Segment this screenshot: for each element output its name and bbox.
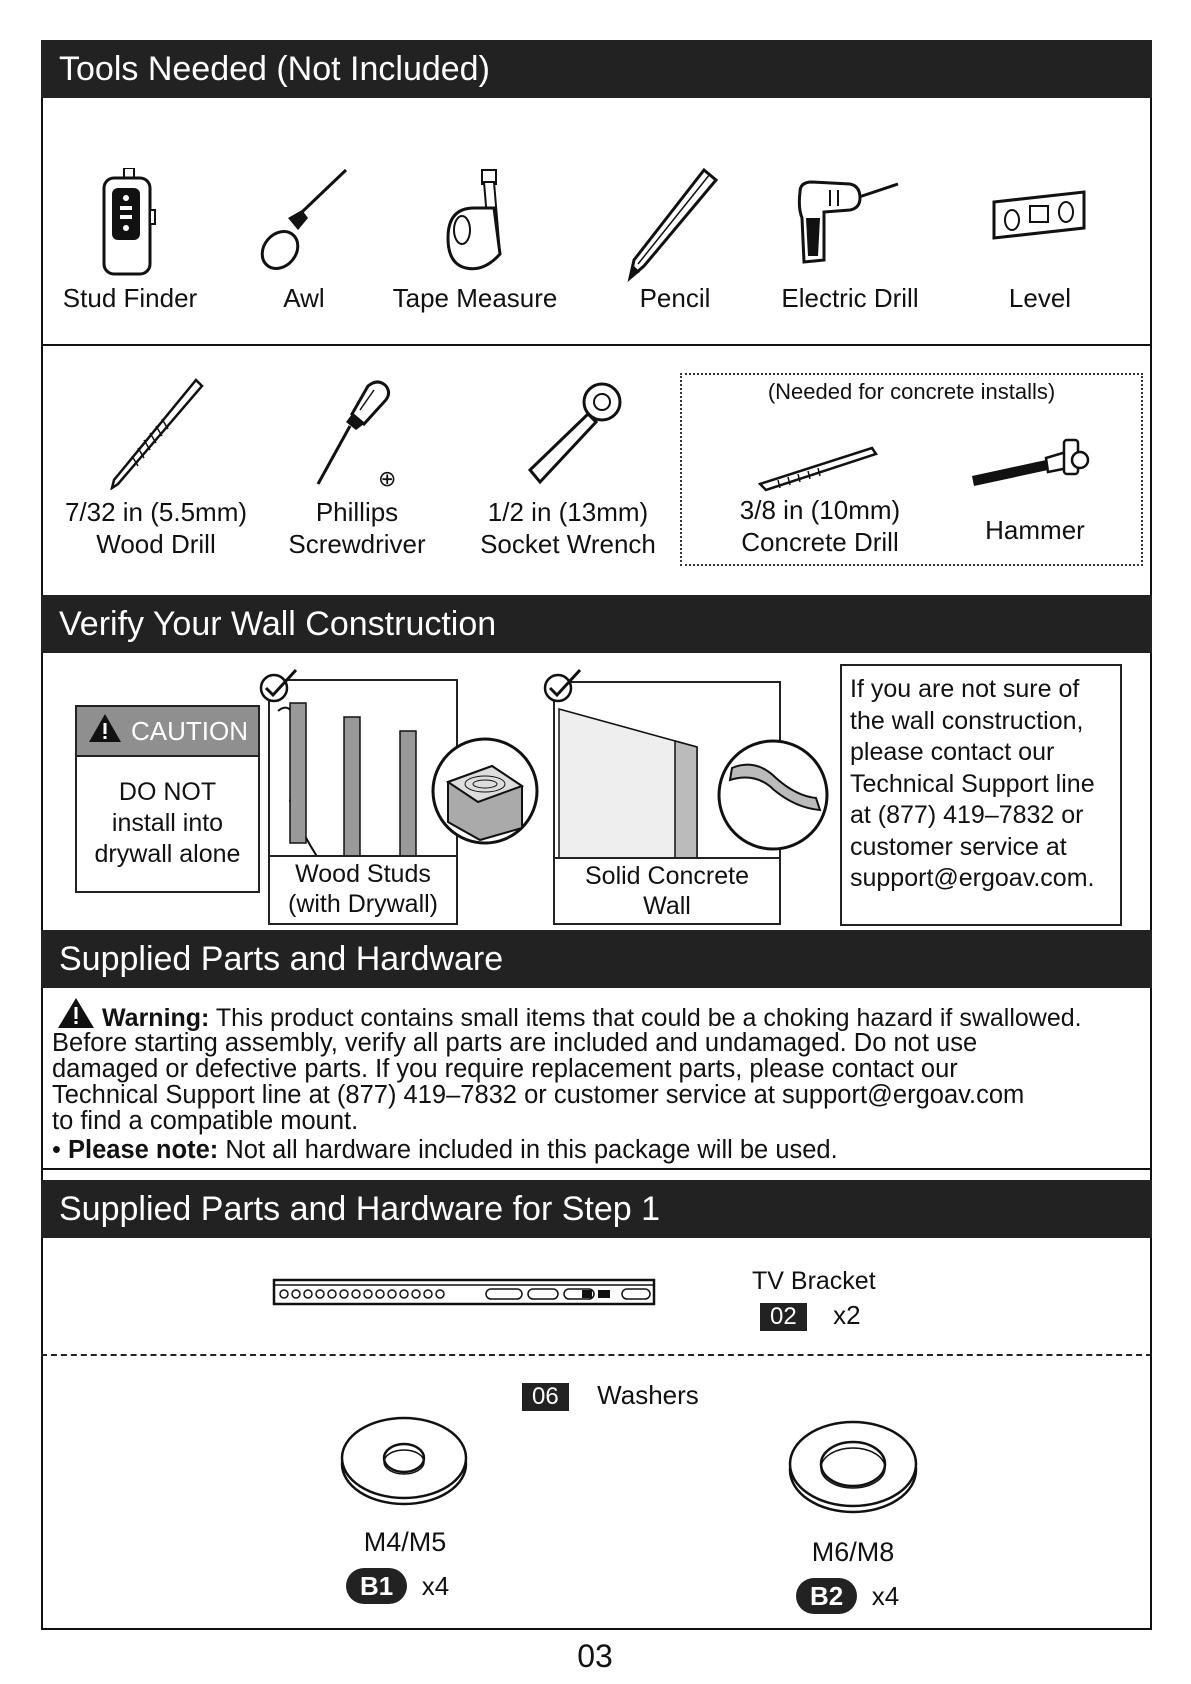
warning-text: This product contains small items that could be a choking hazard if swallowed. bbox=[209, 1004, 1082, 1032]
tool-label-wood-drill bbox=[46, 496, 266, 560]
tool-size-socket-wrench: 1/2 in (13mm) bbox=[487, 497, 649, 527]
washers-name: Washers bbox=[597, 1380, 699, 1410]
warning-paragraph bbox=[52, 1030, 1152, 1134]
part-code-pill: B1 bbox=[346, 1568, 407, 1604]
note-label: Please note: bbox=[68, 1136, 219, 1164]
socket-wrench-icon bbox=[520, 382, 624, 486]
caution-text bbox=[77, 757, 258, 870]
tv-bracket-icon bbox=[272, 1276, 656, 1313]
info-line: customer service at bbox=[850, 832, 1067, 861]
checkmark-icon bbox=[258, 668, 300, 709]
level-icon bbox=[990, 188, 1088, 242]
concrete-wall-caption bbox=[555, 857, 779, 923]
part-code-badge: 02 bbox=[760, 1303, 807, 1331]
tool-size-wood-drill: 7/32 in (5.5mm) bbox=[64, 497, 248, 527]
caution-line: DO NOT bbox=[118, 778, 217, 806]
part-quantity: x2 bbox=[833, 1300, 861, 1330]
caution-header bbox=[77, 707, 258, 757]
pencil-icon bbox=[626, 166, 718, 282]
page-number: 03 bbox=[577, 1638, 613, 1674]
tool-label-socket-wrench bbox=[458, 496, 678, 560]
washer-small-size: M4/M5 bbox=[363, 1527, 447, 1557]
part-quantity: x4 bbox=[421, 1571, 450, 1601]
washer-small-icon bbox=[340, 1416, 468, 1511]
electric-drill-icon bbox=[794, 178, 902, 266]
caption-line: Wall bbox=[643, 892, 691, 920]
caption-line: (with Drywall) bbox=[288, 890, 438, 918]
washers-header bbox=[522, 1380, 699, 1411]
info-line: Technical Support line bbox=[850, 769, 1095, 798]
stud-finder-icon bbox=[98, 168, 160, 276]
wood-studs-caption bbox=[270, 855, 456, 923]
concrete-tools-note: (Needed for concrete installs) bbox=[767, 379, 1056, 404]
warning-triangle-icon bbox=[87, 712, 123, 751]
awl-icon bbox=[258, 168, 350, 272]
tool-label-level: Level bbox=[1008, 283, 1072, 313]
info-line: the wall construction, bbox=[850, 706, 1084, 735]
note-text: Not all hardware included in this package will be used. bbox=[218, 1136, 838, 1164]
section-header-wall: Verify Your Wall Construction bbox=[41, 595, 1152, 653]
part-code-pill: B2 bbox=[796, 1578, 857, 1614]
info-line: If you are not sure of bbox=[850, 675, 1080, 703]
washer-large-code-row bbox=[796, 1578, 899, 1614]
section-header-step1: Supplied Parts and Hardware for Step 1 bbox=[41, 1180, 1152, 1238]
tool-name-socket-wrench: Socket Wrench bbox=[480, 529, 656, 559]
divider bbox=[41, 1168, 1152, 1170]
warning-label: Warning: bbox=[102, 1004, 210, 1032]
info-line: at (877) 419–7832 or bbox=[850, 801, 1084, 829]
tool-name-wood-drill: Wood Drill bbox=[96, 529, 216, 559]
tv-bracket-code-row bbox=[760, 1300, 861, 1331]
tool-size-concrete-drill: 3/8 in (10mm) bbox=[739, 495, 901, 525]
warning-para-line: Technical Support line at (877) 419–7832 or customer service at support@ergoav.com bbox=[52, 1081, 1025, 1109]
warning-para-line: damaged or defective parts. If you require replacement parts, please contact our bbox=[52, 1055, 958, 1083]
please-note-line bbox=[52, 1134, 838, 1166]
caption-line: Wood Studs bbox=[295, 860, 431, 888]
part-quantity: x4 bbox=[871, 1581, 900, 1611]
wood-grain-detail-icon bbox=[430, 736, 540, 851]
tool-label-awl: Awl bbox=[283, 283, 325, 313]
tool-label-pencil: Pencil bbox=[639, 283, 711, 313]
concrete-detail-icon bbox=[716, 738, 830, 857]
tool-name-phillips: Phillips bbox=[315, 497, 399, 527]
tool-name-screwdriver: Screwdriver bbox=[288, 529, 426, 559]
tool-label-stud-finder: Stud Finder bbox=[62, 283, 198, 313]
warning-para-line: Before starting assembly, verify all parts are included and undamaged. Do not use bbox=[52, 1029, 978, 1057]
section-header-tools: Tools Needed (Not Included) bbox=[41, 40, 1152, 98]
divider bbox=[41, 344, 1152, 346]
info-line: please contact our bbox=[850, 738, 1055, 766]
tool-label-hammer: Hammer bbox=[985, 515, 1085, 545]
caution-box bbox=[75, 705, 260, 893]
warning-para-line: to find a compatible mount. bbox=[52, 1107, 359, 1135]
tv-bracket-name: TV Bracket bbox=[752, 1267, 876, 1295]
washer-small-code-row bbox=[346, 1568, 449, 1604]
tool-label-electric-drill: Electric Drill bbox=[781, 283, 919, 313]
caption-line: Solid Concrete bbox=[585, 862, 749, 890]
tape-measure-icon bbox=[444, 168, 506, 272]
caution-title: CAUTION bbox=[131, 715, 248, 746]
wall-info-box bbox=[840, 664, 1122, 926]
tool-label-phillips-screwdriver bbox=[272, 496, 442, 560]
caution-line: drywall alone bbox=[94, 840, 241, 868]
hammer-icon bbox=[968, 434, 1092, 494]
bullet: • bbox=[52, 1136, 61, 1164]
tool-label-tape-measure: Tape Measure bbox=[392, 283, 558, 313]
info-line: support@ergoav.com. bbox=[850, 864, 1095, 892]
section-header-parts: Supplied Parts and Hardware bbox=[41, 930, 1152, 988]
washer-large-icon bbox=[788, 1418, 918, 1519]
concrete-drill-bit-icon bbox=[758, 444, 878, 492]
part-code-badge: 06 bbox=[522, 1383, 569, 1411]
washer-large-size: M6/M8 bbox=[811, 1537, 895, 1567]
tool-label-concrete-drill bbox=[710, 494, 930, 558]
checkmark-icon bbox=[542, 668, 584, 709]
wood-drill-bit-icon bbox=[108, 378, 204, 490]
phillips-symbol: ⊕ bbox=[378, 466, 397, 491]
tool-name-concrete-drill: Concrete Drill bbox=[741, 527, 899, 557]
dashed-divider bbox=[41, 1354, 1152, 1356]
caution-line: install into bbox=[111, 809, 224, 837]
